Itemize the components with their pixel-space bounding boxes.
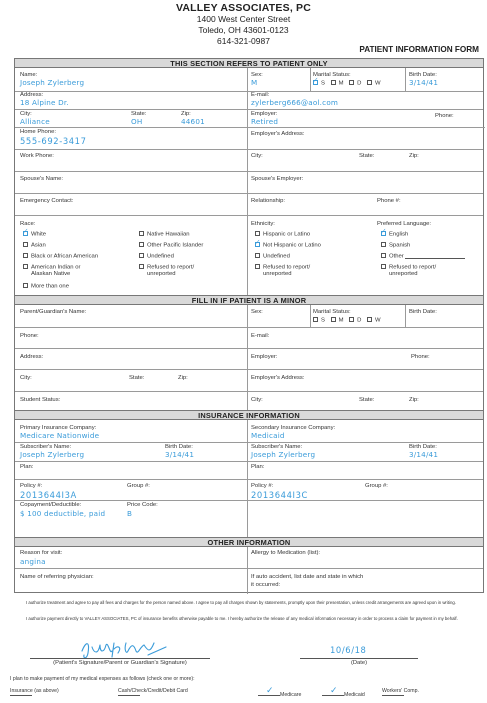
checkbox[interactable] xyxy=(139,242,144,247)
authorization-text-1: I authorize treatment and agree to pay all fees and charges for the person named above. I agree to pay all charges shown by statements, promptly upon their presentation, unless credit arrangements are agreed upon in writing. xyxy=(26,600,456,605)
marital-options[interactable] xyxy=(313,80,381,88)
phone-number-label: Phone #: xyxy=(377,198,401,204)
allergy-label: Allergy to Medication (list): xyxy=(251,550,321,556)
payment-option-workers-comp[interactable] xyxy=(382,688,419,694)
copay-value[interactable]: $ 100 deductible, paid xyxy=(20,509,106,518)
payment-intro: I plan to make payment of my medical expenses as follows (check one or more): xyxy=(10,676,195,682)
date-line xyxy=(300,658,418,659)
price-code-value[interactable]: B xyxy=(127,509,133,518)
option-label: D xyxy=(357,317,362,324)
checkbox[interactable] xyxy=(381,264,386,269)
section-insurance-header: INSURANCE INFORMATION xyxy=(15,410,483,420)
city-label: City: xyxy=(20,111,32,117)
city-value[interactable]: Alliance xyxy=(20,117,50,126)
option-label: S xyxy=(321,317,325,324)
checkbox[interactable] xyxy=(255,264,260,269)
option-label: Other Pacific Islander xyxy=(147,242,204,249)
minor-employer-state-label: State: xyxy=(359,397,375,403)
home-phone-label: Home Phone: xyxy=(20,129,57,135)
secondary-insurance-value[interactable]: Medicaid xyxy=(251,431,285,440)
state-value[interactable]: OH xyxy=(131,117,143,126)
zip-label: Zip: xyxy=(181,111,191,117)
check-mark-icon: ✓ xyxy=(330,685,338,695)
checkbox[interactable] xyxy=(255,242,260,247)
payment-option-insurance[interactable] xyxy=(10,688,59,694)
language-option-spanish[interactable] xyxy=(381,242,410,250)
race-option-pacific[interactable] xyxy=(139,242,203,250)
option-label: Insurance (as above) xyxy=(10,688,59,694)
plan-label: Plan: xyxy=(20,464,34,470)
org-address-line1: 1400 West Center Street xyxy=(196,14,291,24)
payment-option-cash[interactable] xyxy=(118,688,188,694)
minor-employer-phone-label: Phone: xyxy=(411,354,430,360)
race-option-undefined[interactable] xyxy=(139,253,174,261)
policy-value[interactable]: 2013644I3A xyxy=(20,490,77,500)
marital-s-label: S xyxy=(321,80,325,87)
checkbox[interactable] xyxy=(23,283,28,288)
spouse-name-label: Spouse's Name: xyxy=(20,176,64,182)
race-option-asian[interactable] xyxy=(23,242,46,250)
referring-physician-label: Name of referring physician: xyxy=(20,574,94,580)
option-label: More than one xyxy=(31,283,69,290)
option-label: Undefined xyxy=(263,253,290,260)
column-divider xyxy=(247,547,248,594)
reason-label: Reason for visit: xyxy=(20,550,63,556)
option-label: Medicaid xyxy=(344,692,365,698)
org-phone: 614-321-0987 xyxy=(217,36,270,46)
divider xyxy=(405,68,406,91)
section-minor-header: FILL IN IF PATIENT IS A MINOR xyxy=(15,295,483,305)
payment-blank[interactable] xyxy=(322,685,344,696)
option-label: Workers' Comp. xyxy=(382,688,419,694)
email-label: E-mail: xyxy=(251,92,270,98)
subscriber-birth-value[interactable]: 3/14/41 xyxy=(165,450,195,459)
language-option-english[interactable] xyxy=(381,231,408,239)
checkbox[interactable] xyxy=(139,231,144,236)
option-label: Refused to report/ xyxy=(263,264,311,271)
payment-blank[interactable] xyxy=(258,685,280,696)
language-label: Preferred Language: xyxy=(377,221,432,227)
policy2-label: Policy #: xyxy=(251,483,274,489)
marital-m-label: M xyxy=(338,80,344,87)
option-label: White xyxy=(31,231,47,238)
date-label: (Date) xyxy=(350,660,368,666)
form-title: PATIENT INFORMATION FORM xyxy=(359,45,479,54)
race-label: Race: xyxy=(20,221,36,227)
payment-option-medicare[interactable] xyxy=(258,685,302,698)
employer-phone-label: Phone: xyxy=(435,113,454,119)
subscriber-label: Subscriber's Name: xyxy=(20,444,72,450)
option-label: Asian xyxy=(31,242,46,249)
subscriber2-label: Subscriber's Name: xyxy=(251,444,303,450)
marital-m-checkbox[interactable] xyxy=(331,317,336,322)
minor-zip-label: Zip: xyxy=(178,375,188,381)
ethnicity-option-undefined[interactable] xyxy=(255,253,290,261)
price-code-label: Price Code: xyxy=(127,502,158,508)
row-divider xyxy=(15,442,483,443)
checkbox[interactable] xyxy=(381,242,386,247)
minor-state-label: State: xyxy=(129,375,145,381)
marital-label: Marital Status: xyxy=(313,72,351,78)
subscriber2-birth-value[interactable]: 3/14/41 xyxy=(409,450,439,459)
accident-label-2: it occurred: xyxy=(251,582,281,588)
section-other-header: OTHER INFORMATION xyxy=(15,537,483,547)
row-divider xyxy=(15,391,483,392)
divider xyxy=(310,68,311,91)
option-label: Refused to report/ xyxy=(389,264,437,271)
minor-employer-city-label: City: xyxy=(251,397,263,403)
sex-label: Sex: xyxy=(251,72,263,78)
employer-state-label: State: xyxy=(359,153,375,159)
policy-label: Policy #: xyxy=(20,483,43,489)
signature-date-value[interactable]: 10/6/18 xyxy=(330,645,367,655)
row-divider xyxy=(247,127,485,128)
checkbox[interactable] xyxy=(139,264,144,269)
checkbox[interactable] xyxy=(23,264,28,269)
marital-w-checkbox[interactable] xyxy=(367,317,372,322)
row-divider xyxy=(15,461,483,462)
marital-s-checkbox[interactable] xyxy=(313,317,318,322)
payment-blank[interactable] xyxy=(10,688,32,696)
org-name: VALLEY ASSOCIATES, PC xyxy=(175,2,312,14)
sex-value[interactable]: M xyxy=(251,78,258,87)
minor-city-label: City: xyxy=(20,375,32,381)
relationship-label: Relationship: xyxy=(251,198,286,204)
marital-w-checkbox[interactable] xyxy=(367,80,372,85)
primary-insurance-value[interactable]: Medicare Nationwide xyxy=(20,431,100,440)
name-label: Name: xyxy=(20,72,38,78)
race-option-more[interactable] xyxy=(23,283,69,291)
state-label: State: xyxy=(131,111,147,117)
row-divider xyxy=(15,348,483,349)
subscriber2-value[interactable]: Joseph Zylerberg xyxy=(251,450,316,459)
minor-marital-label: Marital Status: xyxy=(313,309,351,315)
employer-city-label: City: xyxy=(251,153,263,159)
row-divider xyxy=(15,193,483,194)
option-label: Undefined xyxy=(147,253,174,260)
column-divider xyxy=(247,305,248,410)
row-divider xyxy=(15,127,247,128)
row-divider xyxy=(15,215,483,216)
minor-employer-zip-label: Zip: xyxy=(409,397,419,403)
primary-insurance-label: Primary Insurance Company: xyxy=(20,425,97,431)
row-divider xyxy=(15,479,483,480)
checkbox[interactable] xyxy=(255,231,260,236)
checkbox[interactable] xyxy=(139,253,144,258)
minor-marital-options[interactable] xyxy=(313,317,381,325)
secondary-insurance-label: Secondary Insurance Company: xyxy=(251,425,336,431)
plan2-label: Plan: xyxy=(251,464,265,470)
employer-value[interactable]: Retired xyxy=(251,117,279,126)
option-label: Medicare xyxy=(280,692,302,698)
row-divider xyxy=(15,149,483,150)
checkbox[interactable] xyxy=(23,242,28,247)
race-option-hawaiian[interactable] xyxy=(139,231,190,239)
marital-d-checkbox[interactable] xyxy=(349,80,354,85)
copay-label: Copayment/Deductible: xyxy=(20,502,82,508)
check-mark-icon: ✓ xyxy=(266,685,274,695)
row-divider xyxy=(15,500,483,501)
option-label: Cash/Check/Credit/Debit Card xyxy=(118,688,188,694)
race-option-alaskan-cont: Alaskan Native xyxy=(31,271,71,277)
subscriber-value[interactable]: Joseph Zylerberg xyxy=(20,450,85,459)
race-option-black[interactable] xyxy=(23,253,98,261)
parent-name-label: Parent/Guardian's Name: xyxy=(20,309,87,315)
employer-zip-label: Zip: xyxy=(409,153,419,159)
option-label: Other xyxy=(389,253,404,260)
minor-email-label: E-mail: xyxy=(251,333,270,339)
group2-label: Group #: xyxy=(365,483,388,489)
option-label: Spanish xyxy=(389,242,411,249)
divider xyxy=(310,305,311,327)
name-value[interactable]: Joseph Zylerberg xyxy=(20,78,85,87)
work-phone-label: Work Phone: xyxy=(20,153,54,159)
signature-line xyxy=(30,658,210,659)
payment-blank[interactable] xyxy=(118,688,140,696)
option-label: Native Hawaiian xyxy=(147,231,190,238)
signature-label: (Patient's Signature/Parent or Guardian's Signature) xyxy=(53,660,187,666)
minor-phone-label: Phone: xyxy=(20,333,39,339)
minor-address-label: Address: xyxy=(20,354,44,360)
option-label: M xyxy=(338,317,344,324)
checkbox[interactable] xyxy=(381,231,386,236)
race-option-white[interactable] xyxy=(23,231,46,239)
minor-sex-label: Sex: xyxy=(251,309,263,315)
employer-label: Employer: xyxy=(251,111,278,117)
marital-m-checkbox[interactable] xyxy=(331,80,336,85)
other-language-line[interactable] xyxy=(405,253,465,259)
option-label: American Indian or xyxy=(31,264,81,271)
option-label: Black or African American xyxy=(31,253,99,260)
email-value[interactable]: zylerberg666@aol.com xyxy=(251,98,339,107)
row-divider xyxy=(15,568,483,569)
reason-value[interactable]: angina xyxy=(20,557,46,566)
column-divider xyxy=(247,68,248,295)
language-option-refused-cont: unreported xyxy=(389,271,418,277)
birth-value[interactable]: 3/14/41 xyxy=(409,78,439,87)
checkbox[interactable] xyxy=(381,253,386,258)
minor-employer-label: Employer: xyxy=(251,354,278,360)
row-divider xyxy=(15,369,483,370)
option-label: Refused to report/ xyxy=(147,264,195,271)
payment-option-medicaid[interactable] xyxy=(322,685,365,698)
home-phone-value[interactable]: 555-692-3417 xyxy=(20,136,87,146)
checkbox[interactable] xyxy=(23,231,28,236)
emergency-label: Emergency Contact: xyxy=(20,198,74,204)
org-address-line2: Toledo, OH 43601-0123 xyxy=(198,25,289,35)
spouse-employer-label: Spouse's Employer: xyxy=(251,176,304,182)
policy2-value[interactable]: 2013644I3C xyxy=(251,490,308,500)
option-label: English xyxy=(389,231,409,238)
marital-s-checkbox[interactable] xyxy=(313,80,318,85)
ethnicity-option-hispanic[interactable] xyxy=(255,231,310,239)
language-option-other[interactable] xyxy=(381,253,404,261)
checkbox[interactable] xyxy=(255,253,260,258)
option-label: Not Hispanic or Latino xyxy=(263,242,321,249)
option-label: Hispanic or Latino xyxy=(263,231,311,238)
minor-birth-label: Birth Date: xyxy=(409,309,437,315)
accident-label: If auto accident, list date and state in which xyxy=(251,574,364,580)
race-option-refused-cont: unreported xyxy=(147,271,176,277)
minor-employer-address-label: Employer's Address: xyxy=(251,375,305,381)
group-label: Group #: xyxy=(127,483,150,489)
row-divider xyxy=(15,109,483,110)
ethnicity-option-refused-cont: unreported xyxy=(263,271,292,277)
marital-w-label: W xyxy=(375,80,381,87)
subscriber-birth-label: Birth Date: xyxy=(165,444,193,450)
birth-label: Birth Date: xyxy=(409,72,437,78)
row-divider xyxy=(15,91,483,92)
marital-d-checkbox[interactable] xyxy=(349,317,354,322)
checkbox[interactable] xyxy=(23,253,28,258)
authorization-text-2: I authorize payment directly to VALLEY ASSOCIATES, PC of insurance benefits otherwise payable to me. I hereby authorize the release of any medical information necessary in order to process a claim for payment in my behalf. xyxy=(26,616,458,621)
student-status-label: Student Status: xyxy=(20,397,61,403)
letterhead xyxy=(0,2,487,47)
employer-address-label: Employer's Address: xyxy=(251,131,305,137)
option-label: W xyxy=(375,317,381,324)
ethnicity-label: Ethnicity: xyxy=(251,221,275,227)
row-divider xyxy=(15,327,483,328)
form-sheet xyxy=(14,58,484,593)
subscriber2-birth-label: Birth Date: xyxy=(409,444,437,450)
ethnicity-option-not-hispanic[interactable] xyxy=(255,242,321,250)
address-label: Address: xyxy=(20,92,44,98)
divider xyxy=(405,305,406,327)
payment-blank[interactable] xyxy=(382,688,404,696)
zip-value[interactable]: 44601 xyxy=(181,117,205,126)
address-value[interactable]: 18 Alpine Dr. xyxy=(20,98,69,107)
marital-d-label: D xyxy=(357,80,362,87)
row-divider xyxy=(15,171,483,172)
section-patient-header: THIS SECTION REFERS TO PATIENT ONLY xyxy=(15,58,483,68)
